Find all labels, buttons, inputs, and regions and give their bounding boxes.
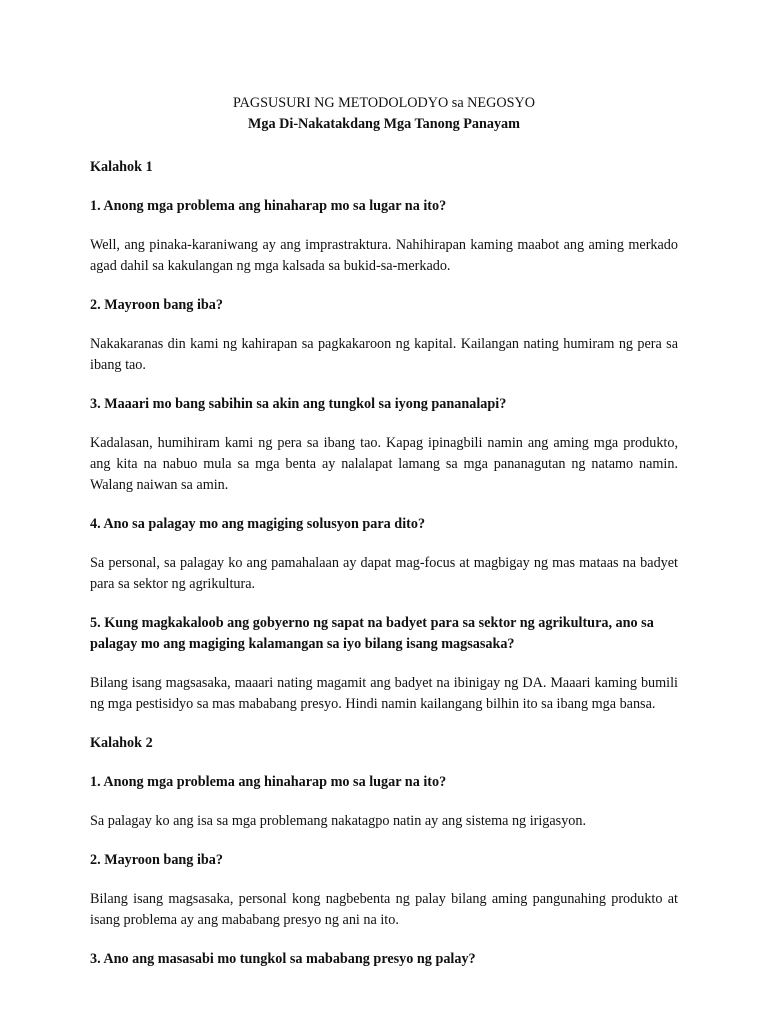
question: 1. Anong mga problema ang hinaharap mo sa lugar na ito? [90,774,447,790]
answer: Nakakaranas din kami ng kahirapan sa pagkakaroon ng kapital. Kailangan nating humiram ng pera sa ibang tao. [90,336,678,373]
document-page [90,93,678,988]
document-subtitle: Mga Di-Nakatakdang Mga Tanong Panayam [248,116,520,132]
answer: Kadalasan, humihiram kami ng pera sa ibang tao. Kapag ipinagbili namin ang aming mga produkto, ang kita na nabuo mula sa mga benta ay nalalapat lamang sa mga pananagutan ng natamo namin. Walang naiwan sa amin. [90,435,678,493]
answer: Sa palagay ko ang isa sa mga problemang nakatagpo natin ay ang sistema ng irigasyon. [90,813,587,829]
question: 3. Maaari mo bang sabihin sa akin ang tungkol sa iyong pananalapi? [90,396,507,412]
question: 4. Ano sa palagay mo ang magiging solusyon para dito? [90,516,426,532]
section-heading: Kalahok 2 [90,735,153,751]
question: 2. Mayroon bang iba? [90,852,223,868]
question: 2. Mayroon bang iba? [90,297,223,313]
answer: Bilang isang magsasaka, maaari nating magamit ang badyet na ibinigay ng DA. Maaari kaming bumili ng mga pestisidyo sa mas mababang presyo. Hindi namin kailangang bilhin ito sa ibang mga bansa. [90,675,678,712]
section-heading: Kalahok 1 [90,159,153,175]
question: 1. Anong mga problema ang hinaharap mo sa lugar na ito? [90,198,447,214]
answer: Well, ang pinaka-karaniwang ay ang imprastraktura. Nahihirapan kaming maabot ang aming merkado agad dahil sa kakulangan ng mga kalsada sa bukid-sa-merkado. [90,237,678,274]
document-title: PAGSUSURI NG METODOLODYO sa NEGOSYO [233,95,535,111]
question: 3. Ano ang masasabi mo tungkol sa mababang presyo ng palay? [90,951,476,967]
answer: Sa personal, sa palagay ko ang pamahalaan ay dapat mag-focus at magbigay ng mas mataas na badyet para sa sektor ng agrikultura. [90,555,678,592]
section-kalahok-1 [90,157,678,715]
answer: Bilang isang magsasaka, personal kong nagbebenta ng palay bilang aming pangunahing produkto at isang problema ay ang mababang presyo ng ani na ito. [90,891,678,928]
title-block [90,93,678,135]
section-kalahok-2 [90,733,678,970]
question: 5. Kung magkakaloob ang gobyerno ng sapat na badyet para sa sektor ng agrikultura, ano sa palagay mo ang magiging kalamangan sa iyo bilang isang magsasaka? [90,615,654,652]
